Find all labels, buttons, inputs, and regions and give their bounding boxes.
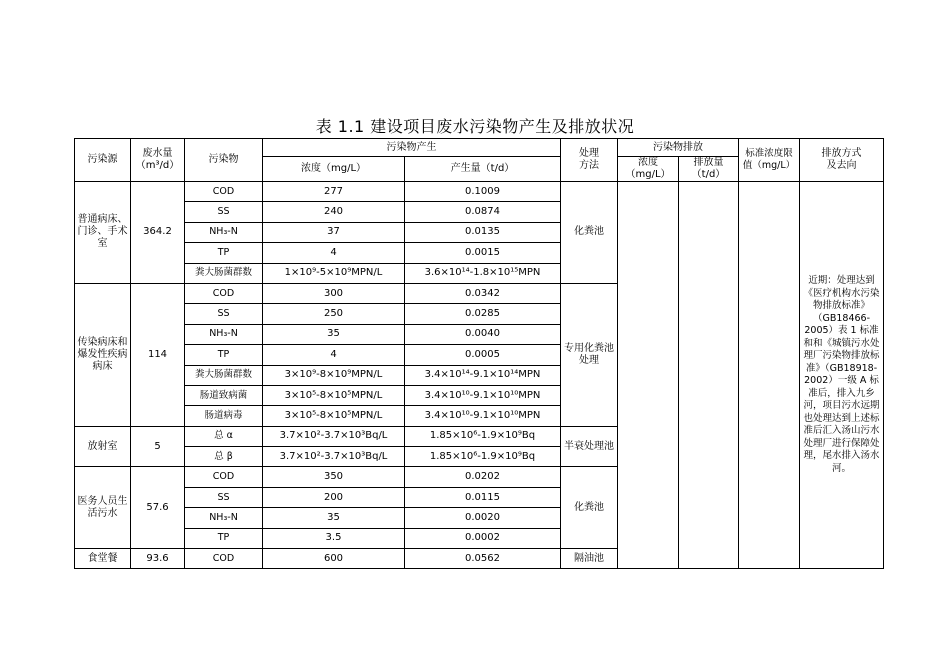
header-amount: 产生量（t/d） [405,157,561,182]
amount-cell: 0.1009 [405,182,561,202]
header-treatment [561,139,618,182]
header-conc: 浓度（mg/L） [263,157,405,182]
header-method-line2: 及去向 [826,160,857,171]
conc-cell: 350 [263,467,405,487]
amount-cell: 3.4×10¹⁰-9.1×10¹⁰MPN [405,385,561,405]
amount-cell: 0.0040 [405,324,561,344]
pollutant-cell: NH₃-N [185,222,263,242]
volume-cell: 364.2 [131,182,185,284]
header-limit: 标准浓度限值（mg/L） [739,139,800,182]
amount-cell: 0.0342 [405,283,561,303]
conc-cell: 277 [263,182,405,202]
amount-cell: 0.0005 [405,345,561,365]
header-generation: 污染物产生 [263,139,561,157]
header-dis-conc-line1: 浓度 [638,157,658,168]
amount-cell: 1.85×10⁶-1.9×10⁹Bq [405,447,561,467]
conc-cell: 3×10⁹-8×10⁹MPN/L [263,365,405,385]
source-cell: 放射室 [75,426,131,467]
pollutant-cell: 粪大肠菌群数 [185,263,263,283]
conc-cell: 200 [263,487,405,507]
volume-cell: 57.6 [131,467,185,549]
limit-cell [739,182,800,569]
pollutant-cell: COD [185,467,263,487]
pollutant-cell: TP [185,345,263,365]
pollutant-cell: COD [185,283,263,303]
amount-cell: 0.0115 [405,487,561,507]
volume-cell: 114 [131,283,185,426]
treatment-cell: 半衰处理池 [561,426,618,467]
amount-cell: 3.4×10¹⁰-9.1×10¹⁰MPN [405,406,561,426]
pollutant-cell: 总 α [185,426,263,446]
header-dis-amount-line2: （t/d） [691,169,726,180]
pollutant-cell: COD [185,182,263,202]
pollutant-cell: NH₃-N [185,324,263,344]
header-treatment-line1: 处理 [579,148,599,159]
amount-cell: 0.0135 [405,222,561,242]
amount-cell: 0.0020 [405,508,561,528]
source-cell: 普通病床、门诊、手术室 [75,182,131,284]
pollutant-cell: SS [185,304,263,324]
pollutant-cell: 总 β [185,447,263,467]
treatment-cell: 隔油池 [561,549,618,569]
conc-cell: 4 [263,345,405,365]
header-pollutant: 污染物 [185,139,263,182]
conc-cell: 3.7×10²-3.7×10³Bq/L [263,447,405,467]
pollutant-cell: TP [185,528,263,548]
amount-cell: 0.0874 [405,202,561,222]
wastewater-table [74,138,884,569]
header-method [800,139,884,182]
conc-cell: 37 [263,222,405,242]
conc-cell: 3.5 [263,528,405,548]
treatment-cell: 化粪池 [561,182,618,284]
pollutant-cell: SS [185,487,263,507]
pollutant-cell: TP [185,243,263,263]
amount-cell: 3.4×10¹⁴-9.1×10¹⁴MPN [405,365,561,385]
conc-cell: 4 [263,243,405,263]
amount-cell: 0.0202 [405,467,561,487]
conc-cell: 3×10⁵-8×10⁵MPN/L [263,406,405,426]
header-dis-amount-line1: 排放量 [693,157,724,168]
source-cell: 食堂餐 [75,549,131,569]
pollutant-cell: 肠道致病菌 [185,385,263,405]
volume-cell: 93.6 [131,549,185,569]
header-volume-line2: （m³/d） [135,160,180,171]
conc-cell: 250 [263,304,405,324]
amount-cell: 0.0562 [405,549,561,569]
treatment-cell: 化粪池 [561,467,618,549]
conc-cell: 35 [263,324,405,344]
source-cell: 传染病床和爆发性疾病病床 [75,283,131,426]
amount-cell: 1.85×10⁶-1.9×10⁹Bq [405,426,561,446]
source-cell: 医务人员生活污水 [75,467,131,549]
table-row [75,182,884,202]
amount-cell: 0.0015 [405,243,561,263]
header-discharge: 污染物排放 [618,139,739,157]
pollutant-cell: SS [185,202,263,222]
discharge-method-cell: 近期：处理达到《医疗机构水污染物排放标准》（GB18466-2005）表 1 标准和和《城镇污水处理厂污染物排放标准》（GB18918-2002）一级 A 标准后，排入九乡河，项目污水远期也处理达到上述标准后汇入汤山污水处理厂进行保障处理，尾水排入汤水河。 [800,182,884,569]
header-dis-amount [679,157,739,182]
header-dis-conc [618,157,679,182]
pollutant-cell: 肠道病毒 [185,406,263,426]
header-source: 污染源 [75,139,131,182]
conc-cell: 1×10⁹-5×10⁹MPN/L [263,263,405,283]
pollutant-cell: NH₃-N [185,508,263,528]
table-title: 表 1.1 建设项目废水污染物产生及排放状况 [315,117,635,136]
conc-cell: 3×10⁵-8×10⁵MPN/L [263,385,405,405]
conc-cell: 35 [263,508,405,528]
amount-cell: 0.0285 [405,304,561,324]
header-method-line1: 排放方式 [821,148,862,159]
dis-amount-cell [679,182,739,569]
treatment-cell: 专用化粪池处理 [561,283,618,426]
conc-cell: 3.7×10²-3.7×10³Bq/L [263,426,405,446]
dis-conc-cell [618,182,679,569]
volume-cell: 5 [131,426,185,467]
header-volume-line1: 废水量 [142,148,173,159]
conc-cell: 600 [263,549,405,569]
conc-cell: 240 [263,202,405,222]
amount-cell: 3.6×10¹⁴-1.8×10¹⁵MPN [405,263,561,283]
header-dis-conc-line2: （mg/L） [625,169,671,180]
header-volume [131,139,185,182]
pollutant-cell: 粪大肠菌群数 [185,365,263,385]
pollutant-cell: COD [185,549,263,569]
header-treatment-line2: 方法 [579,160,599,171]
conc-cell: 300 [263,283,405,303]
amount-cell: 0.0002 [405,528,561,548]
